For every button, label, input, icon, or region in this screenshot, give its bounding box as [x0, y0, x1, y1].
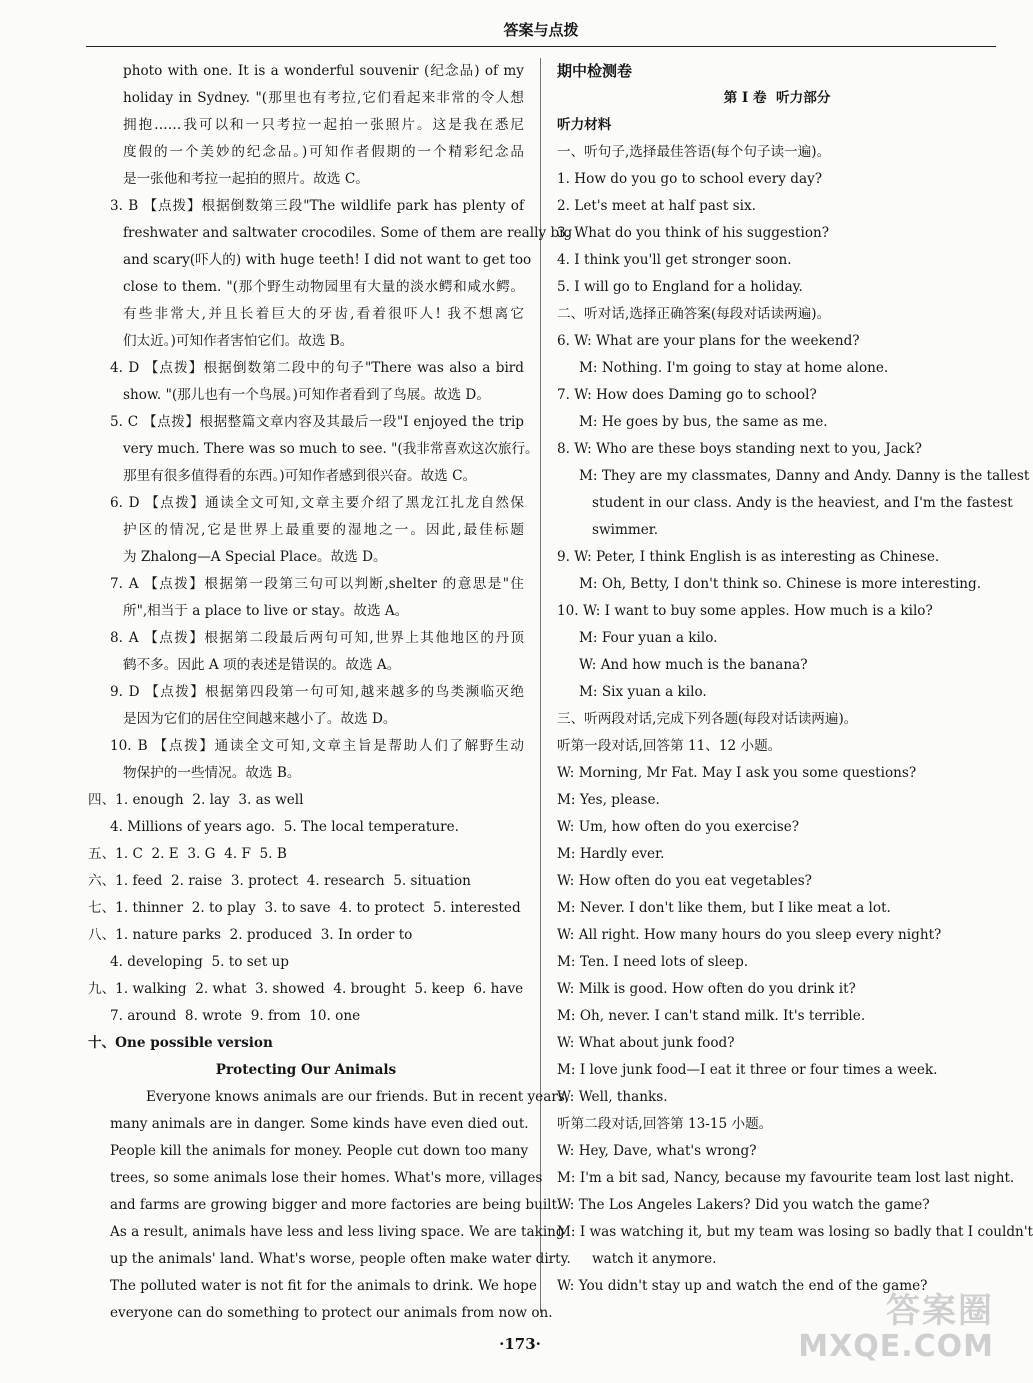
left-text-line: 四、1. enough 2. lay 3. as well — [88, 792, 304, 808]
right-text-line: M: Never. I don't like them, but I like meat a lot. — [557, 900, 891, 916]
right-text-line: 听第二段对话,回答第 13-15 小题。 — [557, 1116, 773, 1132]
left-text-line: many animals are in danger. Some kinds have even died out. — [110, 1116, 529, 1132]
left-text-line: 那里有很多值得看的东西。)可知作者感到很兴奋。故选 C。 — [123, 468, 477, 484]
left-text-line: 拥抱……我可以和一只考拉一起拍一张照片。这是我在悉尼 — [123, 117, 524, 133]
right-text-line: 三、听两段对话,完成下列各题(每段对话读两遍)。 — [557, 711, 858, 727]
left-text-line: 鹤不多。因此 A 项的表述是错误的。故选 A。 — [123, 657, 401, 673]
right-text-line: W: How often do you eat vegetables? — [557, 873, 812, 889]
right-text-line: M: Ten. I need lots of sleep. — [557, 954, 749, 970]
right-text-line: W: Um, how often do you exercise? — [557, 819, 800, 835]
left-text-line: 为 Zhalong—A Special Place。故选 D。 — [123, 549, 387, 565]
left-text-line: 度假的一个美妙的纪念品。)可知作者假期的一个精彩纪念品 — [123, 144, 524, 160]
running-header — [86, 14, 996, 47]
right-text-line: student in our class. Andy is the heaviest, and I'm the fastest — [592, 495, 1013, 511]
right-text-line: 2. Let's meet at half past six. — [557, 198, 756, 214]
right-text-line: W: You didn't stay up and watch the end of the game? — [557, 1278, 928, 1294]
right-text-line: 5. I will go to England for a holiday. — [557, 279, 803, 295]
right-text-line: 听力材料 — [557, 117, 612, 133]
left-text-line: 七、1. thinner 2. to play 3. to save 4. to protect 5. interested — [88, 900, 521, 916]
left-text-line: People kill the animals for money. People cut down too many — [110, 1143, 529, 1159]
right-text-line: watch it anymore. — [592, 1251, 717, 1267]
right-text-line: 二、听对话,选择正确答案(每段对话读两遍)。 — [557, 306, 831, 322]
left-text-line: The polluted water is not fit for the animals to drink. We hope — [110, 1278, 537, 1294]
right-text-line: W: Well, thanks. — [557, 1089, 668, 1105]
left-text-line: 是因为它们的居住空间越来越小了。故选 D。 — [123, 711, 397, 727]
left-text-line: 4. Millions of years ago. 5. The local temperature. — [110, 819, 459, 835]
left-text-line: 所",相当于 a place to live or stay。故选 A。 — [123, 603, 409, 619]
left-text-line: 有些非常大,并且长着巨大的牙齿,看着很吓人! 我不想离它 — [123, 306, 524, 322]
watermark-logo-text: 答案圈 — [886, 1291, 994, 1331]
left-column — [88, 58, 573, 1327]
right-text-line: W: All right. How many hours do you sleep every night? — [557, 927, 942, 943]
right-text-line: M: Hardly ever. — [557, 846, 665, 862]
right-text-line: M: I love junk food—I eat it three or four times a week. — [557, 1062, 938, 1078]
right-text-line: W: Milk is good. How often do you drink it? — [557, 981, 856, 997]
left-text-line: 6. D 【点拨】通读全文可知,文章主要介绍了黑龙江扎龙自然保 — [110, 495, 524, 511]
left-text-line: Everyone knows animals are our friends. But in recent years, — [146, 1089, 570, 1105]
left-text-line: 3. B 【点拨】根据倒数第三段"The wildlife park has plenty of — [110, 198, 524, 214]
right-text-line: M: Nothing. I'm going to stay at home alone. — [579, 360, 889, 376]
left-text-line: very much. There was so much to see. "(我非常喜欢这次旅行。 — [123, 441, 539, 457]
right-text-line: M: Oh, never. I can't stand milk. It's terrible. — [557, 1008, 866, 1024]
left-text-line: 护区的情况,它是世界上最重要的湿地之一。因此,最佳标题 — [123, 522, 524, 538]
right-text-line: 一、听句子,选择最佳答语(每个句子读一遍)。 — [557, 144, 831, 160]
left-text-line: 九、1. walking 2. what 3. showed 4. brought 5. keep 6. have — [88, 981, 524, 997]
left-text-line: 5. C 【点拨】根据整篇文章内容及其最后一段"I enjoyed the trip — [110, 414, 524, 430]
right-text-line: W: Hey, Dave, what's wrong? — [557, 1143, 757, 1159]
watermark-url: MXQE.COM — [798, 1329, 994, 1364]
left-text-line: freshwater and saltwater crocodiles. Some of them are really big — [123, 225, 573, 241]
right-text-line: 6. W: What are your plans for the weekend? — [557, 333, 860, 349]
right-text-line: 4. I think you'll get stronger soon. — [557, 252, 792, 268]
right-text-line: 9. W: Peter, I think English is as interesting as Chinese. — [557, 549, 940, 565]
right-text-line: M: I'm a bit sad, Nancy, because my favourite team lost last night. — [557, 1170, 1015, 1186]
left-text-line: 五、1. C 2. E 3. G 4. F 5. B — [88, 846, 287, 862]
right-text-line: 8. W: Who are these boys standing next to you, Jack? — [557, 441, 922, 457]
right-text-line: 期中检测卷 — [557, 62, 633, 80]
right-text-line: M: Yes, please. — [557, 792, 660, 808]
left-text-line: 是一张他和考拉一起拍的照片。故选 C。 — [123, 171, 369, 187]
left-text-line: 4. D 【点拨】根据倒数第二段中的句子"There was also a bird — [110, 360, 524, 376]
right-text-line: W: The Los Angeles Lakers? Did you watch the game? — [557, 1197, 930, 1213]
left-text-line: and farms are growing bigger and more factories are being built. — [110, 1197, 562, 1213]
right-text-line: M: He goes by bus, the same as me. — [579, 414, 828, 430]
right-text-line: W: What about junk food? — [557, 1035, 735, 1051]
left-text-line: 8. A 【点拨】根据第二段最后两句可知,世界上其他地区的丹顶 — [110, 630, 524, 646]
left-text-line: Protecting Our Animals — [215, 1062, 397, 1078]
left-text-line: 八、1. nature parks 2. produced 3. In order to — [88, 927, 413, 943]
right-text-line: M: They are my classmates, Danny and Andy. Danny is the tallest — [579, 468, 1030, 484]
left-text-line: everyone can do something to protect our animals from now on. — [110, 1305, 553, 1321]
right-text-line: W: And how much is the banana? — [579, 657, 808, 673]
left-text-line: holiday in Sydney. "(那里也有考拉,它们看起来非常的令人想 — [123, 90, 524, 106]
right-text-line: 1. How do you go to school every day? — [557, 171, 823, 187]
left-text-line: 物保护的一些情况。故选 B。 — [123, 765, 301, 781]
left-text-line: 十、One possible version — [88, 1035, 273, 1051]
left-text-line: 7. A 【点拨】根据第一段第三句可以判断,shelter 的意思是"住 — [110, 576, 524, 592]
right-text-line: 7. W: How does Daming go to school? — [557, 387, 817, 403]
right-column — [557, 58, 1033, 1300]
left-text-line: photo with one. It is a wonderful souvenir (纪念品) of my — [123, 63, 524, 79]
left-text-line: 六、1. feed 2. raise 3. protect 4. research 5. situation — [88, 873, 471, 889]
left-text-line: and scary(吓人的) with huge teeth! I did not want to get too — [123, 252, 532, 268]
left-text-line: trees, so some animals lose their homes. What's more, villages — [110, 1170, 543, 1186]
site-watermark — [798, 1292, 994, 1364]
right-text-line: 3. What do you think of his suggestion? — [557, 225, 830, 241]
right-text-line: 第 Ⅰ 卷 听力部分 — [723, 90, 831, 106]
header-title: 答案与点拨 — [503, 21, 579, 39]
right-text-line: M: Six yuan a kilo. — [579, 684, 707, 700]
left-text-line: close to them. "(那个野生动物园里有大量的淡水鳄和咸水鳄。 — [123, 279, 524, 295]
right-text-line: swimmer. — [592, 522, 659, 538]
left-text-line: 7. around 8. wrote 9. from 10. one — [110, 1008, 361, 1024]
left-text-line: 们太近。)可知作者害怕它们。故选 B。 — [123, 333, 354, 349]
right-text-line: 听第一段对话,回答第 11、12 小题。 — [557, 738, 782, 754]
right-text-line: M: Oh, Betty, I don't think so. Chinese is more interesting. — [579, 576, 982, 592]
left-text-line: 4. developing 5. to set up — [110, 954, 289, 970]
left-text-line: As a result, animals have less and less living space. We are taking — [110, 1224, 565, 1240]
left-text-line: up the animals' land. What's worse, people often make water dirty. — [110, 1251, 571, 1267]
right-text-line: W: Morning, Mr Fat. May I ask you some questions? — [557, 765, 917, 781]
left-text-line: 10. B 【点拨】通读全文可知,文章主旨是帮助人们了解野生动 — [110, 738, 524, 754]
right-text-line: 10. W: I want to buy some apples. How much is a kilo? — [557, 603, 933, 619]
left-text-line: show. "(那儿也有一个鸟展。)可知作者看到了鸟展。故选 D。 — [123, 387, 490, 403]
left-text-line: 9. D 【点拨】根据第四段第一句可知,越来越多的鸟类濒临灭绝 — [110, 684, 524, 700]
right-text-line: M: Four yuan a kilo. — [579, 630, 718, 646]
right-text-line: M: I was watching it, but my team was losing so badly that I couldn't — [557, 1224, 1033, 1240]
page-number: ·173· — [499, 1335, 541, 1353]
